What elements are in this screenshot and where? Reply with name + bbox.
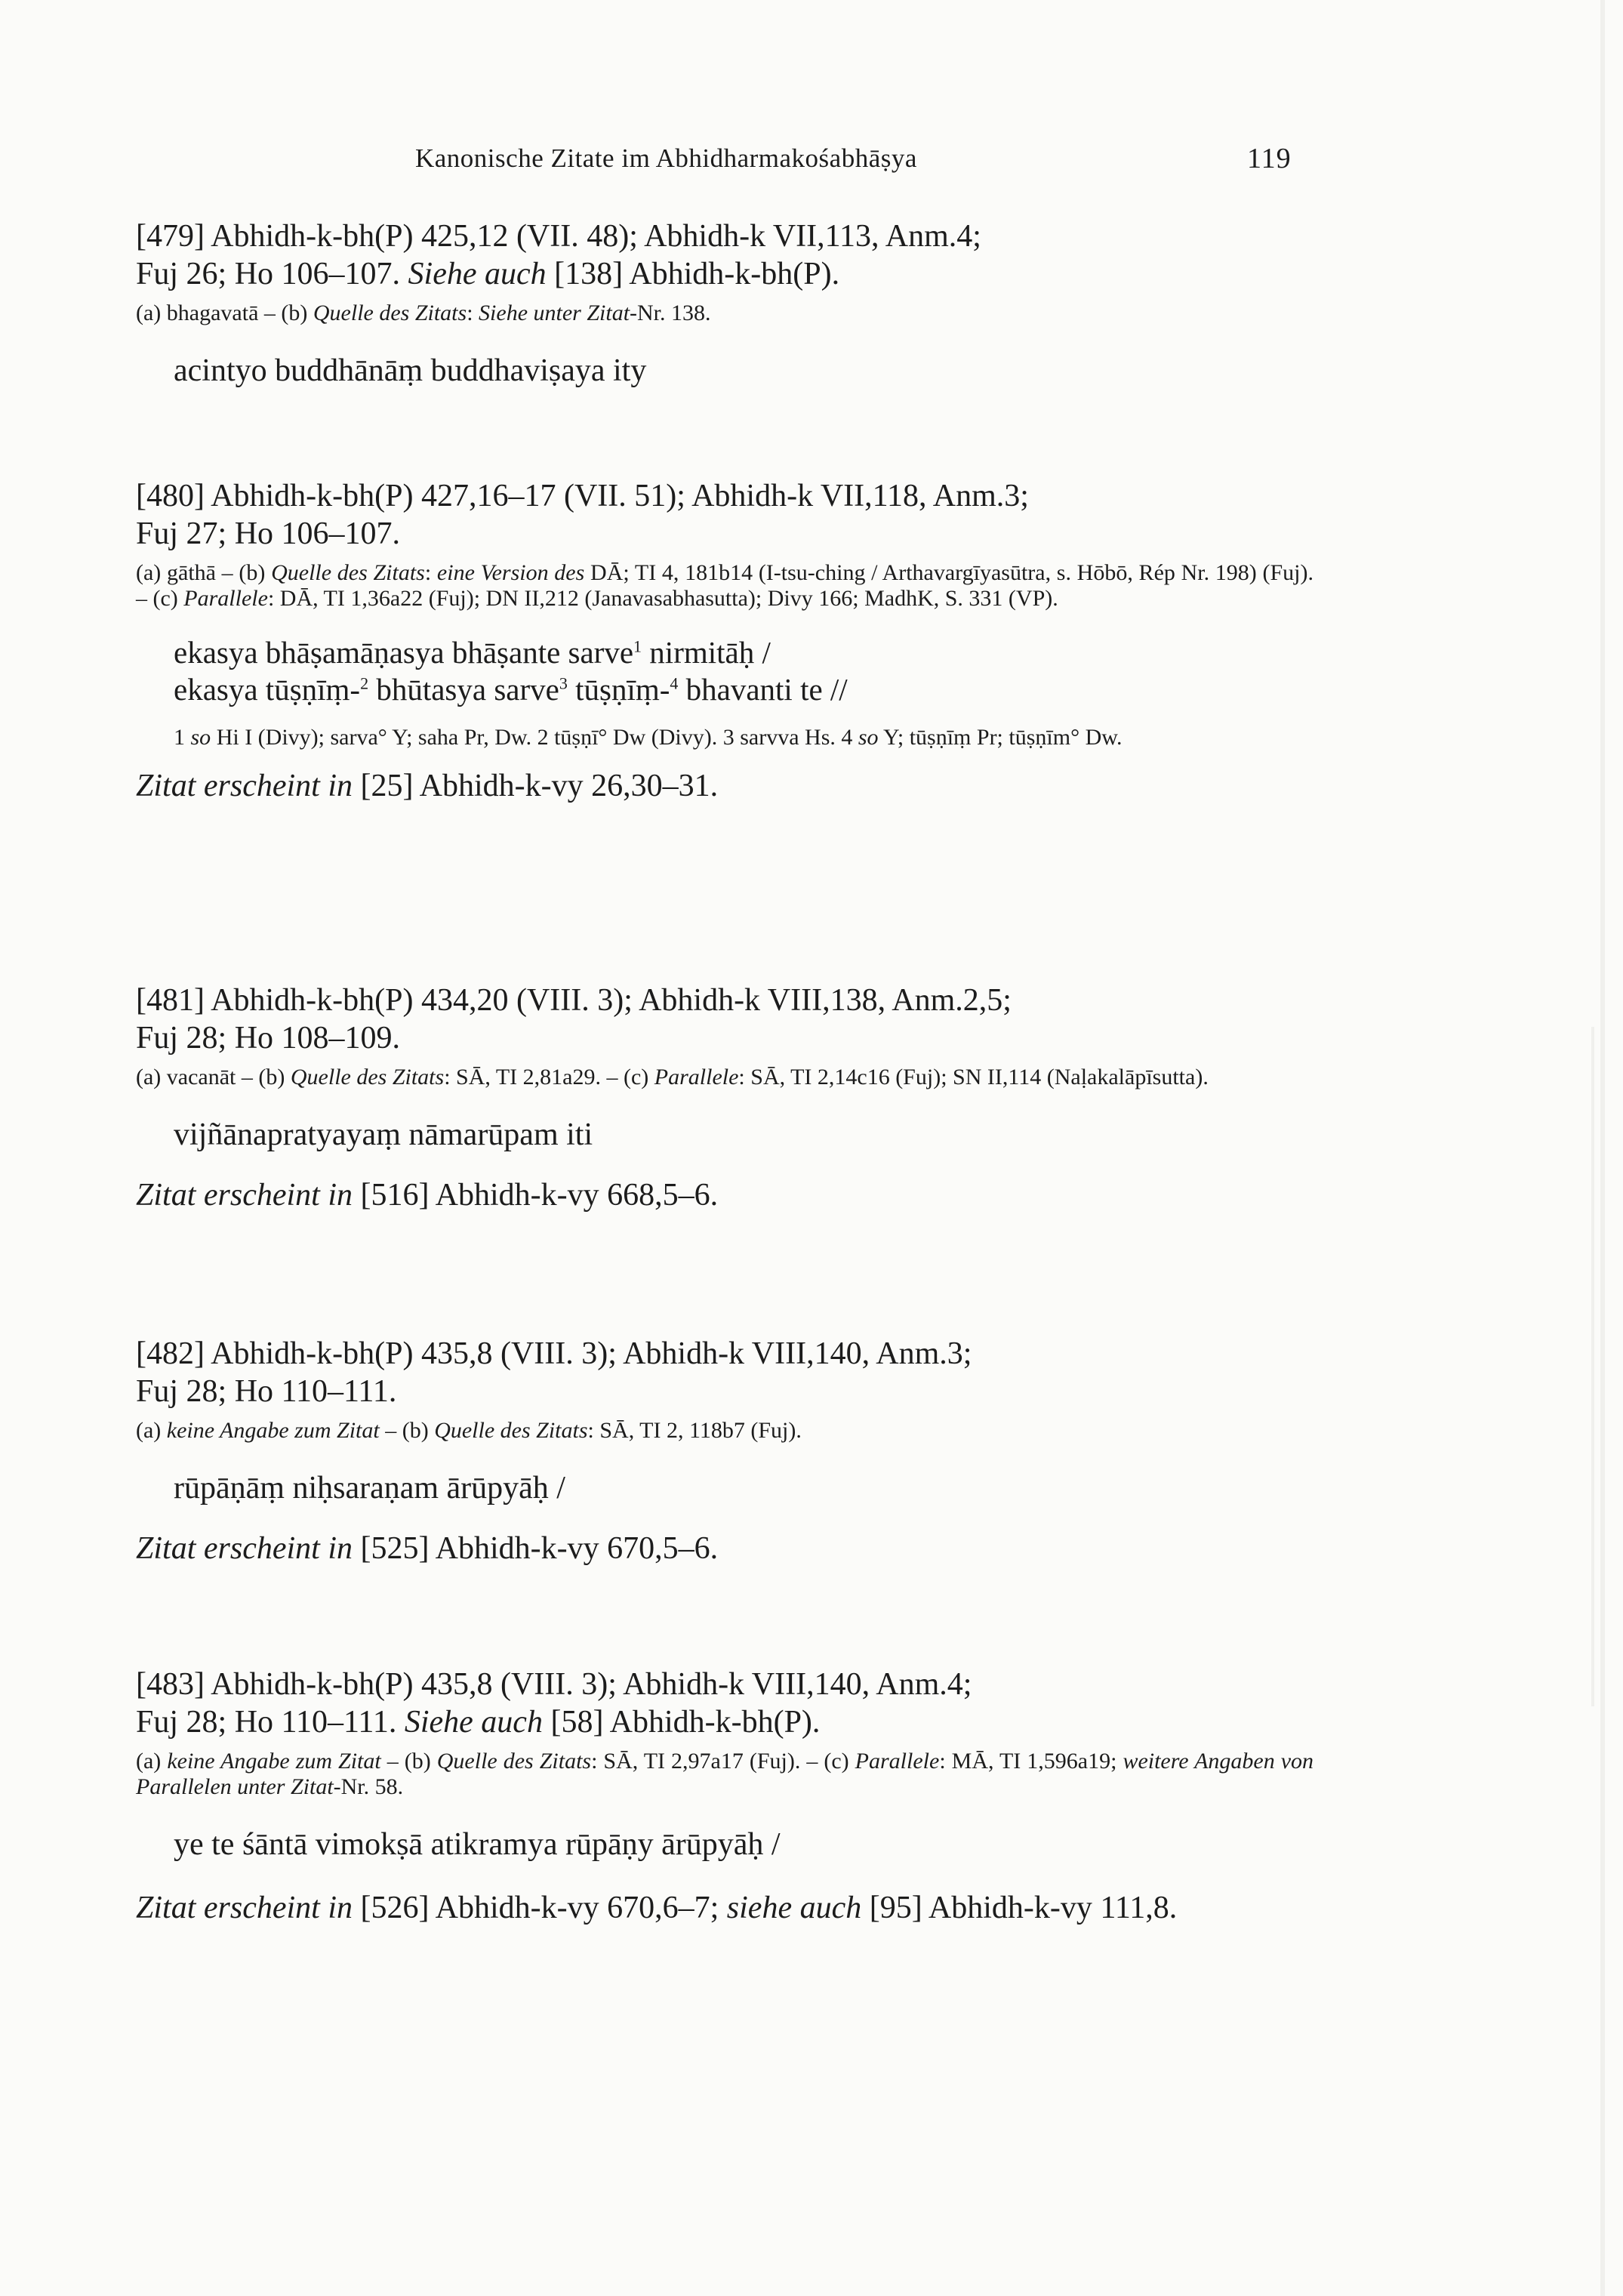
reference-line-1: [479] Abhidh-k-bh(P) 425,12 (VII. 48); Abhidh-k VII,113, Anm.4;: [136, 219, 981, 254]
variant-notes: 1 so Hi I (Divy); sarva° Y; saha Pr, Dw. 2 tūṣṇī° Dw (Divy). 3 sarvva Hs. 4 so Y; tūṣṇīṃ Pr; tūṣṇīm° Dw.: [174, 725, 1123, 750]
page-number: 119: [1247, 143, 1292, 174]
sanskrit-quote: ye te śāntā vimokṣā atikramya rūpāṇy ārūpyāḥ /: [174, 1827, 781, 1862]
entry-notes: (a) vacanāt – (b) Quelle des Zitats: SĀ, TI 2,81a29. – (c) Parallele: SĀ, TI 2,14c16 (Fuj); SN II,114 (Naḷakalāpīsutta).: [136, 1065, 1209, 1089]
appears-in: Zitat erscheint in [516] Abhidh-k-vy 668,5–6.: [136, 1178, 719, 1213]
entry-479: [136, 217, 1313, 390]
running-head: Kanonische Zitate im Abhidharmakośabhāṣya: [415, 143, 917, 173]
entry-reference: [483] Abhidh-k-bh(P) 435,8 (VIII. 3); Abhidh-k VIII,140, Anm.4; Fuj 28; Ho 110–111. Siehe auch [58] Abhidh-k-bh(P).: [136, 1667, 972, 1740]
verse-quote: [136, 634, 1313, 708]
verse-line-1: ekasya bhāṣamāṇasya bhāṣante sarve$^1$ nirmitāḥ /: [174, 635, 771, 670]
appears-in: Zitat erscheint in [526] Abhidh-k-vy 670,6–7; siehe auch [95] Abhidh-k-vy 111,8.: [136, 1891, 1178, 1925]
entry-481: [136, 982, 1313, 1214]
entry-480: [136, 477, 1313, 805]
entry-reference: [482] Abhidh-k-bh(P) 435,8 (VIII. 3); Abhidh-k VIII,140, Anm.3; Fuj 28; Ho 110–111.: [136, 1336, 972, 1409]
entry-reference: [481] Abhidh-k-bh(P) 434,20 (VIII. 3); Abhidh-k VIII,138, Anm.2,5; Fuj 28; Ho 108–109.: [136, 983, 1012, 1056]
entry-notes: (a) keine Angabe zum Zitat – (b) Quelle des Zitats: SĀ, TI 2,97a17 (Fuj). – (c) Parallele: MĀ, TI 1,596a19; weitere Angaben von Parallelen unter Zitat-Nr. 58.: [136, 1749, 1314, 1799]
scan-edge-mark: [1591, 1027, 1594, 1706]
entry-notes: (a) keine Angabe zum Zitat – (b) Quelle des Zitats: SĀ, TI 2, 118b7 (Fuj).: [136, 1418, 802, 1443]
sanskrit-quote: rūpāṇāṃ niḥsaraṇam ārūpyāḥ /: [174, 1471, 565, 1505]
entry-482: [136, 1335, 1313, 1567]
entry-483: [136, 1666, 1313, 1927]
entry-notes: (a) gāthā – (b) Quelle des Zitats: eine Version des DĀ; TI 4, 181b14 (I-tsu-ching / Arthavargīyasūtra, s. Hōbō, Rép Nr. 198) (Fuj). – (c) Parallele: DĀ, TI 1,36a22 (Fuj); DN II,212 (Janavasabhasutta); Divy 166; MadhK, S. 331 (VP).: [136, 560, 1314, 611]
appears-in: Zitat erscheint in [25] Abhidh-k-vy 26,30–31.: [136, 769, 719, 803]
sanskrit-quote: vijñānapratyayaṃ nāmarūpam iti: [174, 1117, 593, 1152]
entry-reference: [479] Abhidh-k-bh(P) 425,12 (VII. 48); Abhidh-k VII,113, Anm.4; Fuj 26; Ho 106–107. Siehe auch [138] Abhidh-k-bh(P).: [136, 219, 981, 291]
sanskrit-quote: acintyo buddhānāṃ buddhaviṣaya ity: [174, 353, 647, 388]
appears-in: Zitat erscheint in [525] Abhidh-k-vy 670,5–6.: [136, 1531, 719, 1566]
verse-line-2: ekasya tūṣṇīṃ-$^2$ bhūtasya sarve$^3$ tūṣṇīṃ-$^4$ bhavanti te //: [174, 672, 848, 707]
scan-edge: [1600, 0, 1605, 2296]
entry-reference: [480] Abhidh-k-bh(P) 427,16–17 (VII. 51); Abhidh-k VII,118, Anm.3; Fuj 27; Ho 106–107.: [136, 479, 1029, 551]
entry-notes: (a) bhagavatā – (b) Quelle des Zitats: Siehe unter Zitat-Nr. 138.: [136, 300, 711, 325]
